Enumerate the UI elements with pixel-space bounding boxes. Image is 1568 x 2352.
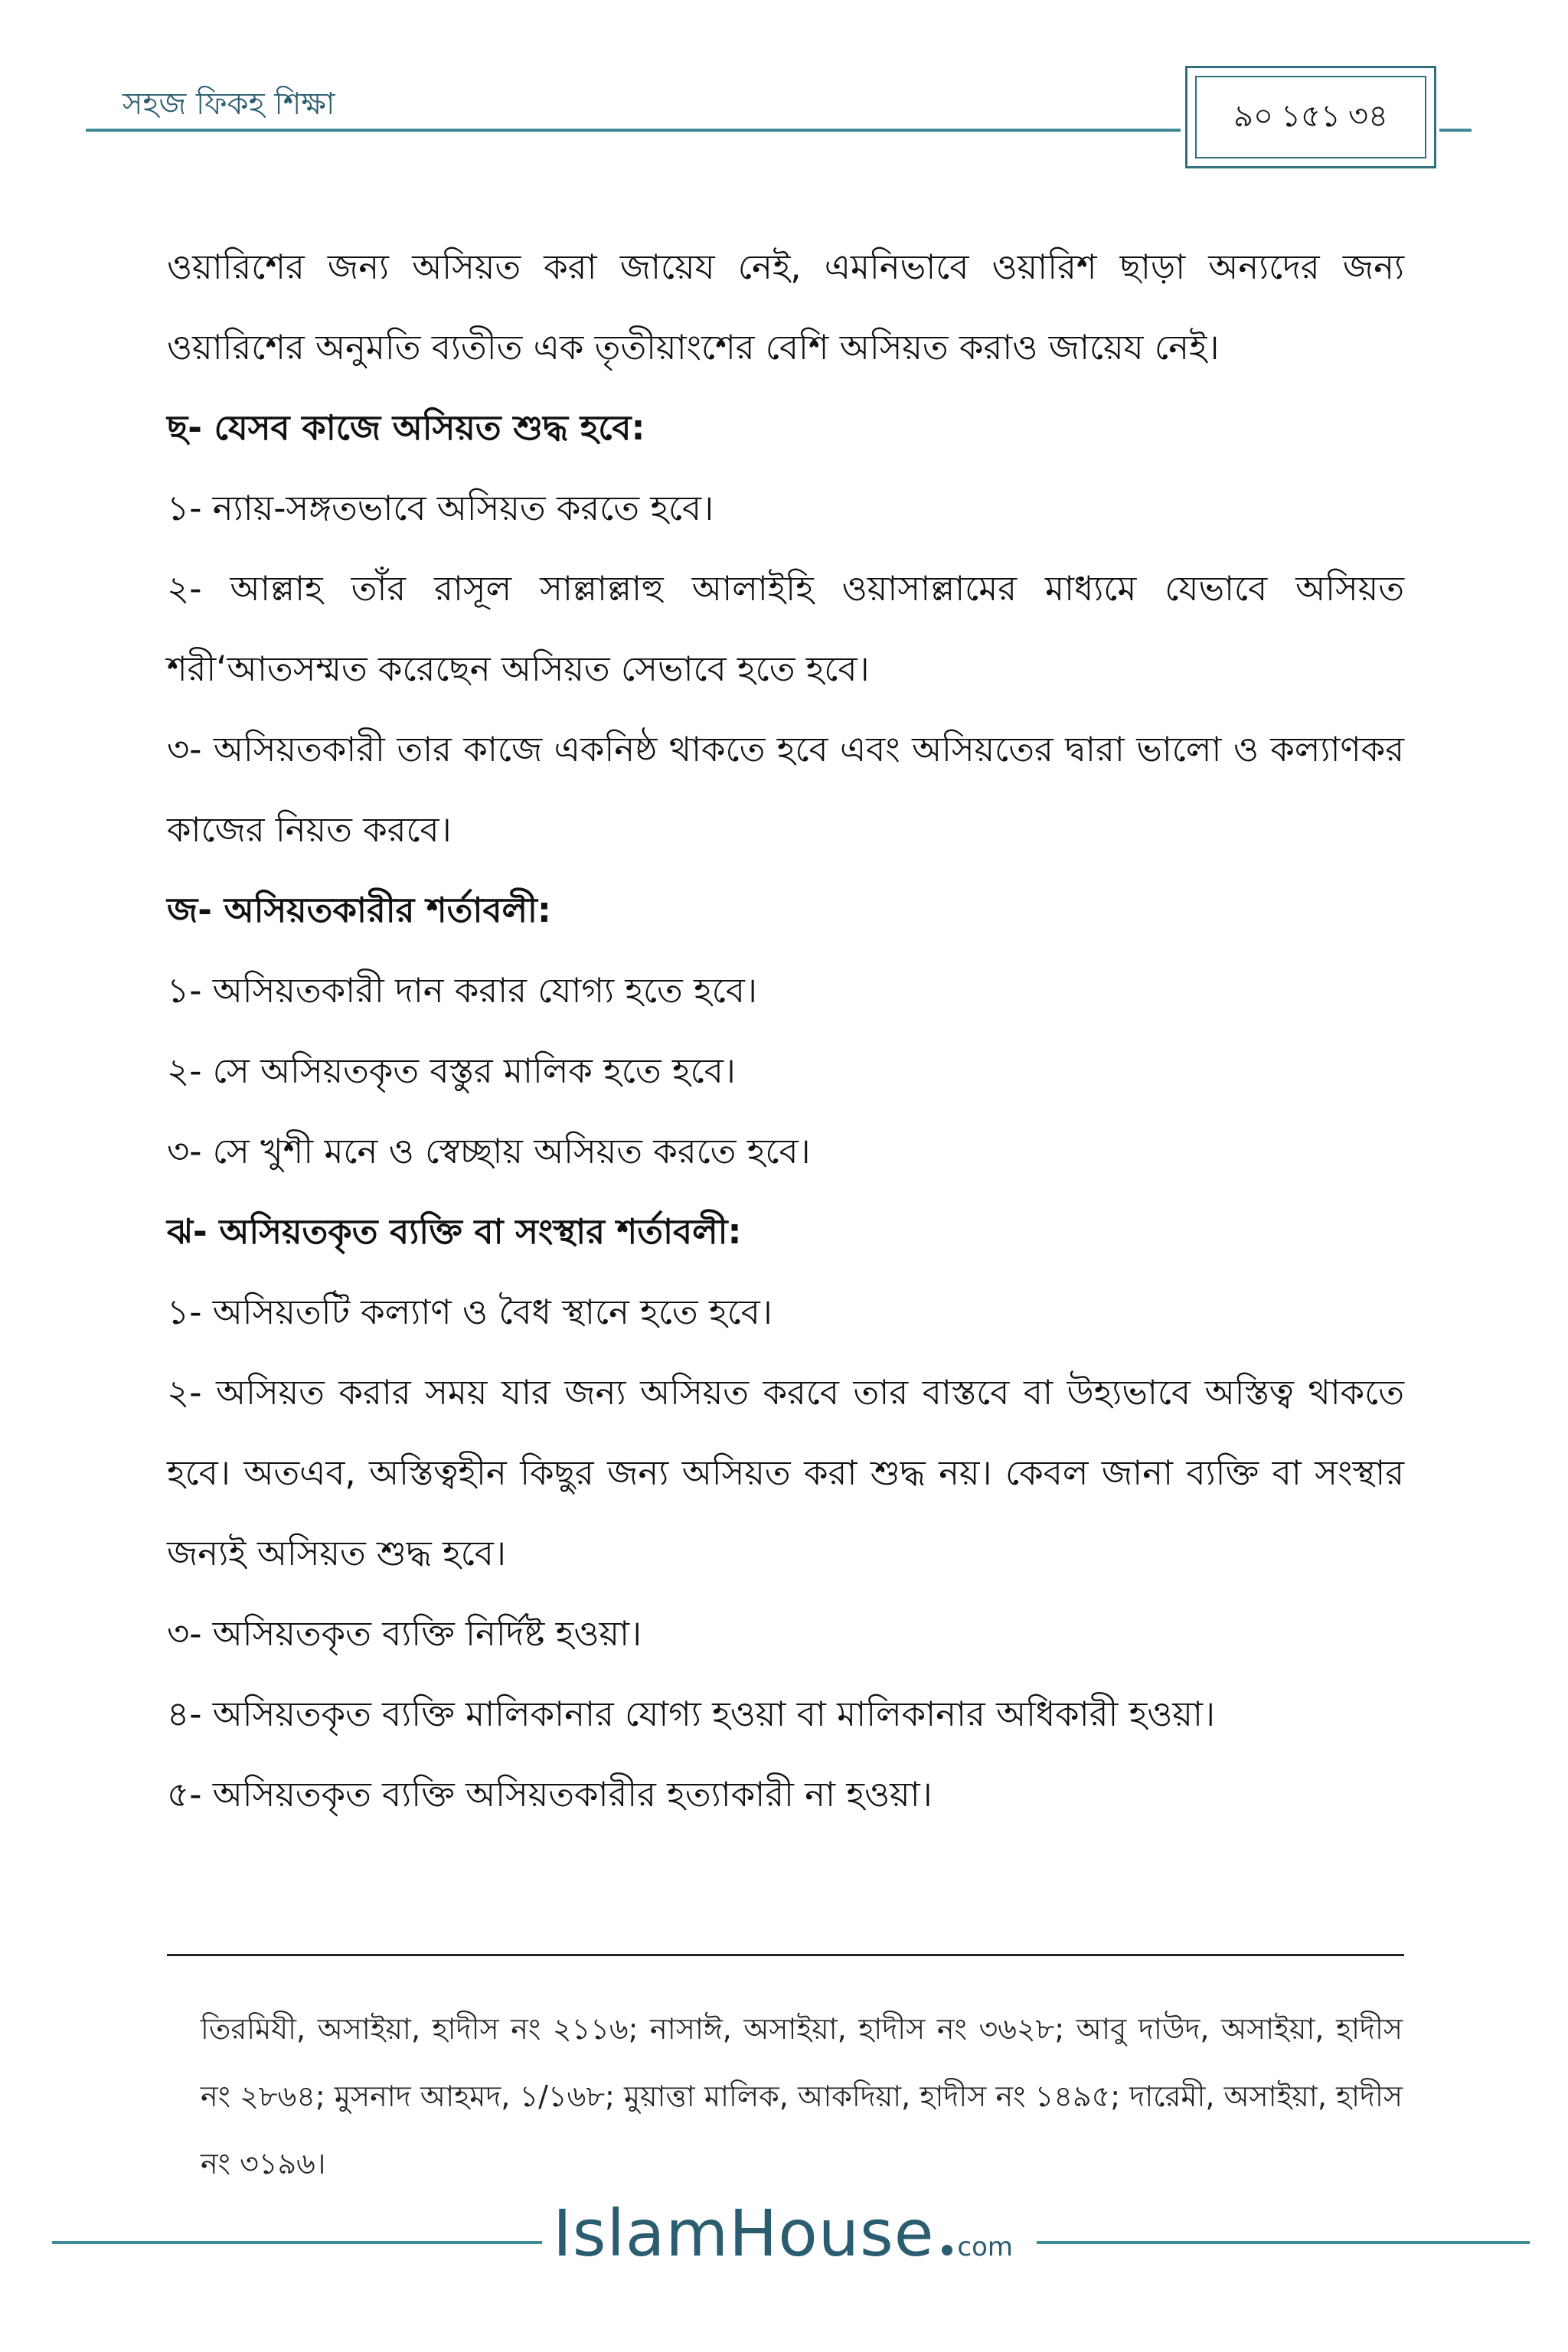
ornament-right: ৩৪ — [1348, 98, 1388, 134]
section-heading-cha: ছ- যেসব কাজে অসিয়ত শুদ্ধ হবে: — [167, 407, 645, 448]
footer-rule-right — [1037, 2241, 1530, 2244]
page-body — [167, 227, 1404, 1834]
list-item: ৫- অসিয়তকৃত ব্যক্তি অসিয়তকারীর হত্যাকারী না হওয়া। — [167, 1774, 933, 1815]
list-item: ৩- অসিয়তকৃত ব্যক্তি নির্দিষ্ট হওয়া। — [167, 1613, 642, 1654]
header-rule-right — [1439, 129, 1472, 132]
page-number-box — [1185, 66, 1436, 168]
header-rule-left — [86, 129, 1181, 132]
list-item: ৩- অসিয়তকারী তার কাজে একনিষ্ঠ থাকতে হবে এবং অসিয়তের দ্বারা ভালো ও কল্যাণকর কাজের নিয়ত করবে। — [167, 729, 1404, 850]
ornament-left: ৯০ — [1233, 98, 1274, 134]
footnote-rule — [167, 1954, 1404, 1956]
list-item: ২- আল্লাহ তাঁর রাসূল সাল্লাল্লাহু আলাইহি ওয়াসাল্লামের মাধ্যমে যেভাবে অসিয়ত শরী‘আতসম্মত করেছেন অসিয়ত সেভাবে হতে হবে। — [167, 568, 1404, 689]
list-item: ১- ন্যায়-সঙ্গতভাবে অসিয়ত করতে হবে। — [167, 488, 714, 528]
brand-tld: com — [957, 2232, 1014, 2262]
brand-logo — [553, 2196, 1013, 2280]
section-heading-ja: জ- অসিয়তকারীর শর্তাবলী: — [167, 890, 551, 930]
page-number-frame — [1195, 76, 1426, 158]
list-item: ২- সে অসিয়তকৃত বস্তুর মালিক হতে হবে। — [167, 1050, 736, 1091]
brand-name: IslamHouse — [553, 2196, 935, 2271]
list-item: ২- অসিয়ত করার সময় যার জন্য অসিয়ত করবে তার বাস্তবে বা উহ্যভাবে অস্তিত্ব থাকতে হবে। অতএব, অস্তিত্বহীন কিছুর জন্য অসিয়ত করা শুদ্ধ নয়। কেবল জানা ব্যক্তি বা সংস্থার জন্যই অসিয়ত শুদ্ধ হবে। — [167, 1372, 1404, 1573]
footnote: তিরমিযী, অসাইয়া, হাদীস নং ২১১৬; নাসাঈ, অসাইয়া, হাদীস নং ৩৬২৮; আবু দাউদ, অসাইয়া, হাদীস নং ২৮৬৪; মুসনাদ আহমদ, ১/১৬৮; মুয়াত্তা মালিক, আকদিয়া, হাদীস নং ১৪৯৫; দারেমী, অসাইয়া, হাদীস নং ৩১৯৬। — [201, 2012, 1403, 2180]
page-number: ১৫১ — [1281, 98, 1341, 134]
list-item: ১- অসিয়তকারী দান করার যোগ্য হতে হবে। — [167, 970, 757, 1011]
list-item: ১- অসিয়তটি কল্যাণ ও বৈধ স্থানে হতে হবে। — [167, 1292, 773, 1332]
section-heading-jha: ঝ- অসিয়তকৃত ব্যক্তি বা সংস্থার শর্তাবলী: — [167, 1211, 742, 1252]
brand-dot-icon — [942, 2245, 952, 2256]
list-item: ৩- সে খুশী মনে ও স্বেচ্ছায় অসিয়ত করতে হবে। — [167, 1131, 811, 1171]
intro-paragraph: ওয়ারিশের জন্য অসিয়ত করা জায়েয নেই, এমনিভাবে ওয়ারিশ ছাড়া অন্যদের জন্য ওয়ারিশের অনুমতি ব্যতীত এক তৃতীয়াংশের বেশি অসিয়ত করাও জায়েয নেই। — [167, 247, 1404, 368]
book-title: সহজ ফিকহ শিক্ষা — [122, 87, 335, 122]
footer-rule-left — [52, 2241, 542, 2244]
page-header — [0, 0, 1568, 184]
list-item: ৪- অসিয়তকৃত ব্যক্তি মালিকানার যোগ্য হওয়া বা মালিকানার অধিকারী হওয়া। — [167, 1694, 1216, 1734]
